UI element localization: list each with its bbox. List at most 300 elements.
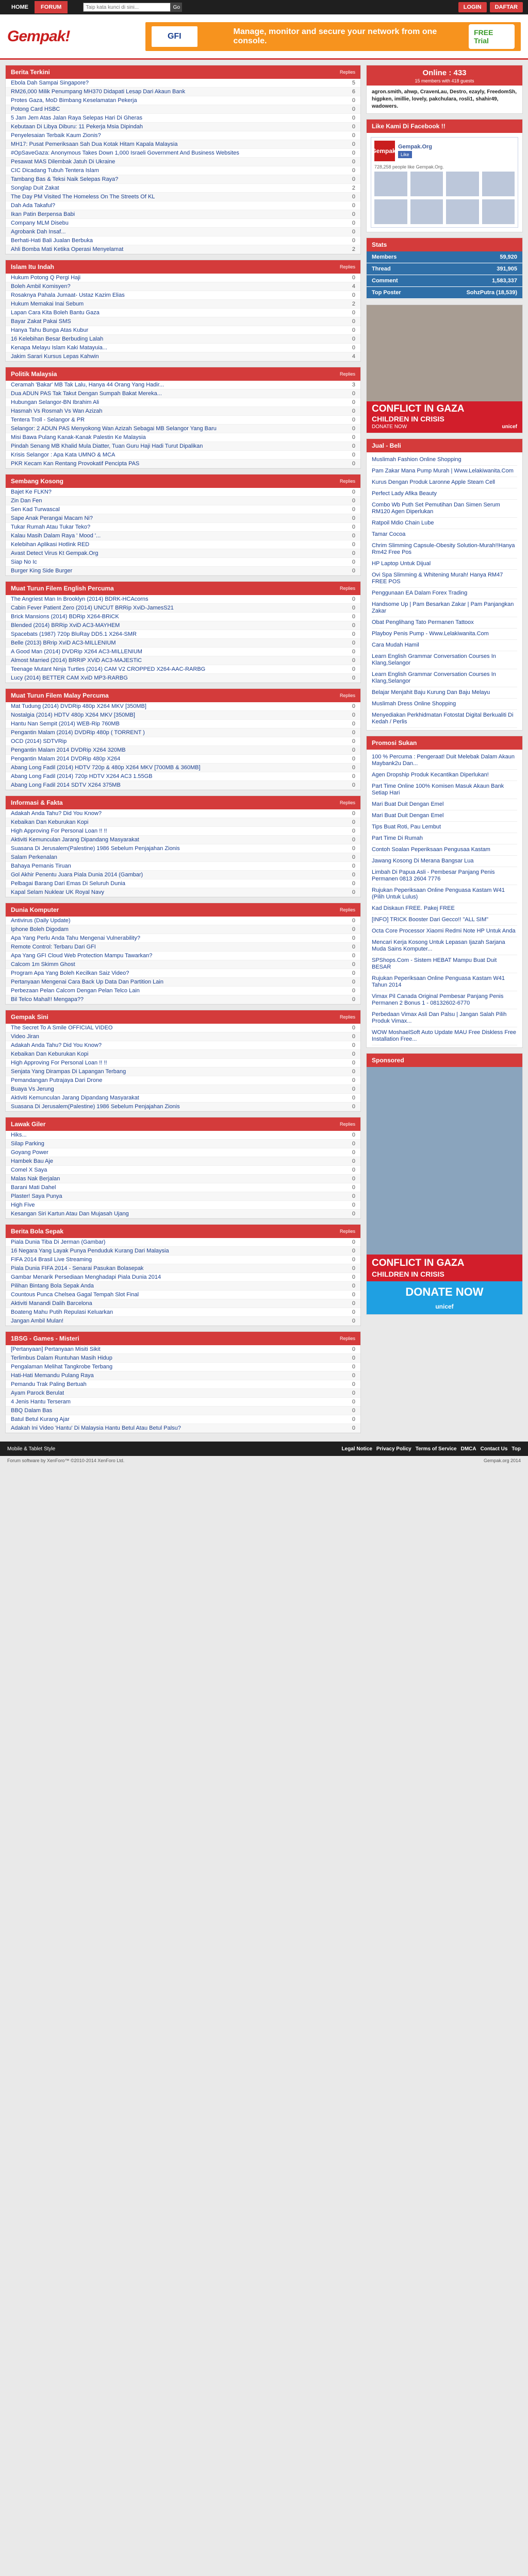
thread-link[interactable]: FIFA 2014 Brasil Live Streaming [11, 1257, 92, 1263]
thread-row [6, 764, 360, 772]
top-banner-ad[interactable] [145, 22, 521, 51]
jual-beli-box [366, 438, 523, 731]
sidebar-link[interactable]: Jawang Kosong Di Merana Bangsar Lua [372, 856, 517, 867]
thread-row [6, 746, 360, 755]
sidebar-link[interactable]: Belajar Menjahit Baju Kurung Dan Baju Melayu [372, 687, 517, 699]
section-title[interactable]: Informasi & Fakta [11, 799, 63, 806]
thread-link[interactable]: Ayam Parock Berulat [11, 1390, 64, 1396]
thread-row [6, 960, 360, 969]
mobile-style-link[interactable]: Mobile & Tablet Style [7, 1446, 56, 1452]
thread-link[interactable]: Bahaya Pemanis Tiruan [11, 863, 71, 869]
footer-terms[interactable]: Terms of Service [415, 1446, 457, 1452]
thread-row [6, 853, 360, 862]
fb-face[interactable] [410, 199, 443, 224]
thread-link[interactable]: Siap No Ic [11, 559, 37, 565]
thread-link[interactable]: Krisis Selangor : Apa Kata UMNO & MCA [11, 452, 116, 458]
sidebar-link[interactable]: Tamar Cocoa [372, 529, 517, 540]
replies-label: Replies [339, 907, 355, 912]
sidebar-link[interactable]: [INFO] TRICK Booster Dari Gecco!! "ALL SIM" [372, 914, 517, 926]
thread-link[interactable]: Goyang Power [11, 1149, 48, 1156]
thread-row [6, 755, 360, 764]
thread-link[interactable]: Buaya Vs Jerung [11, 1086, 54, 1092]
forum-section [5, 65, 361, 255]
thread-link[interactable]: A Good Man (2014) DVDRip X264 AC3-MILLENIUM [11, 649, 142, 655]
reply-count: 0 [352, 150, 355, 156]
sidebar-link[interactable]: Combo Wb Puth Set Pemutihan Dan Simen Serum RM120 Agen Diperlukan [372, 500, 517, 518]
search-input[interactable] [83, 3, 171, 12]
reply-count: 0 [352, 1158, 355, 1164]
thread-row [6, 416, 360, 425]
sidebar-link[interactable]: Menyediakan Perkhidmatan Fotostat Digital Berkualiti Di Kedah / Perlis [372, 710, 517, 728]
thread-link[interactable]: Hambek Bau Aje [11, 1158, 53, 1164]
thread-link[interactable]: Kebutaan Di Libya Diburu: 11 Pekerja Msia Dipindah [11, 124, 143, 130]
thread-link[interactable]: CIC Dicadang Tubuh Tentera Islam [11, 167, 99, 174]
reply-count: 0 [352, 1318, 355, 1324]
thread-link[interactable]: Gol Akhir Penentu Juara Piala Dunia 2014 (Gambar) [11, 872, 143, 878]
sidebar-link[interactable]: Mari Buat Duit Dengan Emel [372, 799, 517, 810]
thread-link[interactable]: Aktiviti Manandi Dalih Barcelona [11, 1300, 92, 1307]
reply-count: 0 [352, 996, 355, 1003]
thread-link[interactable]: Batul Betul Kurang Ajar [11, 1416, 70, 1422]
thread-link[interactable]: Pelbagai Barang Dari Emas Di Seluruh Dunia [11, 880, 125, 887]
login-button[interactable]: LOGIN [458, 2, 487, 12]
thread-link[interactable]: Kelebihan Aplikasi Hotlink RED [11, 541, 90, 548]
forum-section [5, 1117, 361, 1219]
thread-link[interactable]: Ebola Dah Sampai Singapore? [11, 80, 89, 86]
thread-link[interactable]: Songlap Duit Zakat [11, 185, 59, 191]
thread-link[interactable]: 16 Kelebihan Besar Berbuding Lalah [11, 336, 104, 342]
unicef-ad[interactable] [366, 304, 523, 433]
sidebar-link[interactable]: Perbedaan Vimax Asli Dan Palsu | Jangan Salah Pilih Produk Vimax... [372, 1009, 517, 1027]
thread-link[interactable]: Kapal Selam Nuklear UK Royal Navy [11, 889, 104, 895]
thread-link[interactable]: Burger King Side Burger [11, 568, 73, 574]
thread-link[interactable]: Misi Bawa Pulang Kanak-Kanak Palestin Ke Malaysia [11, 434, 146, 440]
thread-row [6, 201, 360, 210]
thread-link[interactable]: Sape Anak Perangai Macam Ni? [11, 515, 93, 521]
replies-label: Replies [339, 1014, 355, 1020]
reply-count: 0 [352, 318, 355, 325]
thread-link[interactable]: 16 Negara Yang Layak Punya Penduduk Kurang Dari Malaysia [11, 1248, 169, 1254]
thread-link[interactable]: Apa Yang Perlu Anda Tahu Mengenai Vulnerability? [11, 935, 140, 941]
reply-count: 2 [352, 185, 355, 191]
fb-page-logo[interactable]: Gempak! [374, 141, 395, 161]
section-header[interactable] [6, 582, 360, 595]
thread-link[interactable]: #OpSaveGaza: Anonymous Takes Down 1,000 Israeli Government And Business Websites [11, 150, 239, 156]
footer-top[interactable]: Top [512, 1446, 521, 1452]
sidebar-link[interactable]: Ovi Spa Slimming & Whitening Murah! Hanya RM47 FREE POS [372, 570, 517, 588]
thread-link[interactable]: [Pertanyaan] Pertanyaan Misiti Sikit [11, 1346, 101, 1352]
thread-row [6, 1067, 360, 1076]
thread-row [6, 862, 360, 871]
reply-count: 0 [352, 979, 355, 985]
thread-link[interactable]: Dua ADUN PAS Tak Takut Dengan Sumpah Bakat Mereka... [11, 391, 162, 397]
sidebar-link[interactable]: Contoh Soalan Peperiksaan Pengusaa Kastam [372, 844, 517, 856]
thread-link[interactable]: Abang Long Fadil (2014) HDTV 720p & 480p X264 MKV [700MB & 360MB] [11, 765, 201, 771]
thread-link[interactable]: Teenage Mutant Ninja Turtles (2014) CAM V2 CROPPED X264-AAC-RARBG [11, 666, 206, 672]
thread-link[interactable]: Selangor: 2 ADUN PAS Menyokong Wan Azizah Sebagai MB Selangor Yang Baru [11, 426, 217, 432]
thread-row [6, 131, 360, 140]
copyright: Forum software by XenForo™ ©2010-2014 XenForo Ltd. [7, 1458, 125, 1463]
thread-link[interactable]: Kesangan Siri Kartun Atau Dan Mujasah Ujang [11, 1211, 129, 1217]
thread-link[interactable]: Lucy (2014) BETTER CAM XviD MP3-RARBG [11, 675, 128, 681]
thread-link[interactable]: Piala Dunia FIFA 2014 - Senarai Pasukan Bolasepak [11, 1265, 144, 1272]
sidebar-link[interactable]: Part Time Online 100% Komisen Masuk Akaun Bank Setiap Hari [372, 781, 517, 799]
sidebar-link[interactable]: Octa Core Processor Xiaomi Redmi Note HP Untuk Anda [372, 926, 517, 937]
thread-link[interactable]: Berhati-Hati Bali Jualan Berbuka [11, 238, 93, 244]
sidebar-link[interactable]: Rujukan Peperiksaan Online Penguasa Kastam W41 (Pilih Untuk Lulus) [372, 885, 517, 903]
reply-count: 0 [352, 194, 355, 200]
thread-link[interactable]: Potong Card HSBC [11, 106, 60, 112]
thread-link[interactable]: Abang Long Fadil 2014 SDTV X264 375MB [11, 782, 121, 788]
reply-count: 0 [352, 880, 355, 887]
thread-link[interactable]: Gambar Menarik Persediaan Menghadapi Piala Dunia 2014 [11, 1274, 161, 1280]
top-navbar [0, 0, 528, 14]
sidebar-link[interactable]: Learn English Grammar Conversation Courses In Klang,Selangor [372, 651, 517, 669]
footer-contact[interactable]: Contact Us [480, 1446, 508, 1452]
section-header[interactable] [6, 1010, 360, 1024]
search-box [83, 3, 182, 12]
thread-link[interactable]: Hukum Potong Q Pergi Haji [11, 275, 81, 281]
thread-link[interactable]: Brick Mansions (2014) BDRip X264-BRiCK [11, 614, 119, 620]
thread-link[interactable]: Boateng Mahu Putih Repulasi Keluarkan [11, 1309, 113, 1315]
fb-face[interactable] [410, 172, 443, 196]
sidebar-link[interactable]: Muslimah Dress Online Shopping [372, 699, 517, 710]
facebook-box [366, 119, 523, 232]
thread-link[interactable]: Pilihan Bintang Bola Sepak Anda [11, 1283, 94, 1289]
reply-count: 0 [352, 631, 355, 637]
thread-link[interactable]: Almost Married (2014) BRRIP XViD AC3-MAJESTiC [11, 657, 142, 664]
thread-link[interactable]: Cabin Fever Patient Zero (2014) UNCUT BRRip XviD-JamesS21 [11, 605, 174, 611]
sidebar-link[interactable]: Pam Zakar Mana Pump Murah | Www.Lelakiwanita.Com [372, 466, 517, 477]
thread-link[interactable]: Bil Telco Mahal!! Mengapa?? [11, 996, 84, 1003]
thread-link[interactable]: Jakim Sarari Kursus Lepas Kahwin [11, 353, 99, 360]
reply-count: 0 [352, 970, 355, 976]
thread-link[interactable]: Suasana Di Jerusalem(Palestine) 1986 Sebelum Penjajahan Zionis [11, 1104, 180, 1110]
footer-privacy[interactable]: Privacy Policy [376, 1446, 411, 1452]
thread-link[interactable]: BBQ Dalam Bas [11, 1408, 53, 1414]
thread-link[interactable]: Boleh Ambil Komisyen? [11, 283, 71, 290]
fb-face[interactable] [446, 199, 479, 224]
sidebar-link[interactable]: Vimax Pil Canada Original Pembesar Panjang Penis Permanen 2 Bonus 1 - 08132602-6770 [372, 991, 517, 1009]
thread-link[interactable]: Abang Long Fadil (2014) 720p HDTV X264 AC3 1.55GB [11, 773, 153, 779]
sidebar-link[interactable]: HP Laptop Untuk Dijual [372, 558, 517, 570]
section-title[interactable]: Politik Malaysia [11, 370, 57, 378]
fb-face[interactable] [374, 199, 407, 224]
thread-link[interactable]: Adakah Ini Video 'Hantu' Di Malaysia Hantu Betul Atau Betul Palsu? [11, 1425, 181, 1431]
thread-row [6, 969, 360, 978]
reply-count: 4 [352, 283, 355, 290]
thread-link[interactable]: Antivirus (Daily Update) [11, 918, 71, 924]
ad-photo [367, 1067, 522, 1255]
thread-link[interactable]: Rosaknya Pahala Jumaat- Ustaz Kazim Elias [11, 292, 125, 298]
sidebar-link[interactable]: Ratpoil Mdio Chain Lube [372, 518, 517, 529]
section-title[interactable]: Lawak Giler [11, 1121, 46, 1128]
donate-now-button[interactable]: DONATE NOW [367, 1281, 522, 1303]
site-logo[interactable] [7, 28, 70, 45]
thread-link[interactable]: MH17: Pusat Pemeriksaan Sah Dua Kotak Hitam Kapala Malaysia [11, 141, 178, 147]
fb-page-name[interactable]: Gempak.Org [398, 144, 433, 150]
reply-count: 0 [352, 1372, 355, 1379]
thread-link[interactable]: High Approving For Personal Loan !! !! [11, 828, 107, 834]
reply-count: 0 [352, 1274, 355, 1280]
sidebar-link[interactable]: Limbah Di Papua Asli - Pembesar Panjang Penis Permanen 0813 2604 7776 [372, 867, 517, 885]
sidebar-link[interactable]: Part Time Di Rumah [372, 833, 517, 844]
thread-link[interactable]: PKR Kecam Kan Rentang Provokatif Pencipta PAS [11, 461, 140, 467]
sidebar-link[interactable]: Chrim Slimming Capsule-Obesity Solution-Murah!!Hanya Rm42 Free Pos [372, 540, 517, 558]
fb-face[interactable] [482, 172, 515, 196]
thread-row [6, 1282, 360, 1291]
section-title[interactable]: Muat Turun Filem English Percuma [11, 585, 114, 592]
thread-link[interactable]: The Angriest Man In Brooklyn (2014) BDRK-HCAcorns [11, 596, 148, 602]
thread-row [6, 210, 360, 219]
thread-link[interactable]: Aktiviti Kemunculan Jarang Dipandang Masyarakat [11, 837, 139, 843]
thread-link[interactable]: Malas Nak Berjalan [11, 1176, 60, 1182]
sidebar-link[interactable]: Playboy Penis Pump - Www.Lelakiwanita.Com [372, 629, 517, 640]
thread-link[interactable]: Apa Yang GFI Cloud Web Protection Mampu Tawarkan? [11, 953, 153, 959]
thread-link[interactable]: Nostalgia (2014) HDTV 480p X264 MKV [350MB] [11, 712, 135, 718]
sidebar-link[interactable]: 100 % Percuma : Pengeraat! Duit Melebak Dalam Akaun Maybank2u Dan... [372, 752, 517, 770]
reply-count: 0 [352, 1149, 355, 1156]
reply-count: 5 [352, 80, 355, 86]
thread-link[interactable]: OCD (2014) SDTVRip [11, 738, 67, 744]
thread-link[interactable]: Piala Dunia Tiba Di Jerman (Gambar) [11, 1239, 106, 1245]
fb-face[interactable] [482, 199, 515, 224]
thread-link[interactable]: Plaster! Saya Punya [11, 1193, 62, 1199]
section-title[interactable]: Gempak Sini [11, 1013, 48, 1021]
thread-link[interactable]: Protes Gaza, MoD Bimbang Keselamatan Pekerja [11, 97, 137, 104]
thread-link[interactable]: Adakah Anda Tahu? Did You Know? [11, 1042, 102, 1048]
thread-link[interactable]: Tukar Rumah Atau Tukar Teko? [11, 524, 91, 530]
thread-row [6, 772, 360, 781]
thread-link[interactable]: RM26,000 Milik Penumpang MH370 Didapati Lesap Dari Akaun Bank [11, 89, 186, 95]
thread-link[interactable]: Pengantin Malam (2014) DVDRip 480p ( TORRENT ) [11, 730, 145, 736]
thread-link[interactable]: Avast Detect Virus Kt Gempak.Org [11, 550, 98, 556]
section-title[interactable]: Berita Bola Sepak [11, 1228, 64, 1235]
thread-link[interactable]: Bayar Zakat Pakai SMS [11, 318, 71, 325]
register-button[interactable]: DAFTAR [490, 2, 523, 12]
thread-link[interactable]: Hukum Memakai Inai Sebum [11, 301, 84, 307]
reply-count: 0 [352, 1346, 355, 1352]
sidebar-link[interactable]: WOW MoshaelSoft Auto Update MAU Free Diskless Free Installation Free... [372, 1027, 517, 1045]
thread-link[interactable]: Video Jiran [11, 1033, 39, 1040]
nav-home[interactable]: HOME [11, 4, 28, 10]
stat-thread: Thread 391,905 [367, 263, 522, 275]
thread-link[interactable]: Pesawat MAS Dilembak Jatuh Di Ukraine [11, 159, 116, 165]
reply-count: 0 [352, 533, 355, 539]
thread-link[interactable]: Belle (2013) BRrip XviD AC3-MILLENIUM [11, 640, 116, 646]
thread-row [6, 352, 360, 361]
thread-link[interactable]: Kebaikan Dan Keburukan Kopi [11, 819, 89, 825]
section-header[interactable] [6, 1225, 360, 1238]
thread-link[interactable]: Agrobank Dah Insaf... [11, 229, 66, 235]
sidebar-link[interactable]: Agen Dropship Produk Kecantikan Diperlukan! [372, 770, 517, 781]
thread-link[interactable]: Pengalaman Melihat Tangkrobe Terbang [11, 1364, 113, 1370]
thread-link[interactable]: Spacebats (1987) 720p BluRay DD5.1 X264-SMR [11, 631, 137, 637]
free-trial-button[interactable]: FREE Trial [469, 24, 515, 49]
thread-link[interactable]: Barani Mati Dahel [11, 1184, 56, 1191]
thread-link[interactable]: Sen Kad Turwascal [11, 506, 60, 513]
thread-link[interactable]: Tentera Troll - Selangor & PR [11, 417, 85, 423]
thread-link[interactable]: Perbezaan Pelan Calcom Dengan Pelan Telco Lain [11, 988, 140, 994]
section-header[interactable] [6, 1117, 360, 1131]
thread-link[interactable]: Pengantin Malam 2014 DVDRip 480p X264 [11, 756, 121, 762]
thread-link[interactable]: 4 Jenis Hantu Terseram [11, 1399, 71, 1405]
sidebar-link[interactable]: Muslimah Fashion Online Shopping [372, 454, 517, 466]
thread-link[interactable]: Pindah Senang MB Khalid Mula Diatter, Tuan Guru Haji Hadi Turut Dipalikan [11, 443, 203, 449]
forum-section [5, 795, 361, 897]
reply-count: 0 [352, 863, 355, 869]
thread-link[interactable]: Countous Punca Chelsea Gagal Tempah Slot Final [11, 1292, 139, 1298]
thread-link[interactable]: 5 Jam Jem Atas Jalan Raya Selepas Hari Di Gheras [11, 115, 142, 121]
reply-count: 0 [352, 738, 355, 744]
section-title[interactable]: Muat Turun Filem Malay Percuma [11, 692, 109, 699]
thread-link[interactable]: Hiks... [11, 1132, 27, 1138]
sponsored-ad[interactable] [367, 1067, 522, 1314]
thread-link[interactable]: Tambang Bas & Teksi Naik Selepas Raya? [11, 176, 119, 182]
section-header[interactable] [6, 1332, 360, 1345]
sidebar-link[interactable]: Rujukan Peperiksaan Online Penguasa Kastam W41 Tahun 2014 [372, 973, 517, 991]
section-title[interactable]: Dunia Komputer [11, 906, 59, 913]
thread-link[interactable]: Zin Dan Fen [11, 498, 42, 504]
thread-link[interactable]: Pemandu Trak Paling Bertuah [11, 1381, 87, 1387]
thread-link[interactable]: The Day PM Visited The Homeless On The Streets Of KL [11, 194, 155, 200]
section-header[interactable] [6, 796, 360, 809]
thread-link[interactable]: High Five [11, 1202, 35, 1208]
footer-dmca[interactable]: DMCA [460, 1446, 476, 1452]
forum-section [5, 581, 361, 683]
thread-link[interactable]: Hubungan Selangor-BN Ibrahim Ali [11, 399, 100, 405]
thread-link[interactable]: Hati-Hati Memandu Pulang Raya [11, 1372, 94, 1379]
thread-row [6, 1041, 360, 1050]
section-header[interactable] [6, 474, 360, 488]
section-title[interactable]: 1BSG - Games - Misteri [11, 1335, 79, 1342]
sidebar-link[interactable]: Mencari Kerja Kosong Untuk Lepasan Ijazah Sarjana Muda Sains Komputer... [372, 937, 517, 955]
reply-count: 0 [352, 489, 355, 495]
thread-link[interactable]: Jangan Ambil Mulan! [11, 1318, 64, 1324]
thread-link[interactable]: Terlimbus Dalam Runtuhan Masih Hidup [11, 1355, 112, 1361]
thread-link[interactable]: Ahli Bomba Mati Ketika Operasi Menyelamat [11, 246, 124, 252]
thread-row [6, 1192, 360, 1201]
section-header[interactable] [6, 260, 360, 274]
fb-face[interactable] [446, 172, 479, 196]
thread-link[interactable]: Kebaikan Dan Keburukan Kopi [11, 1051, 89, 1057]
thread-link[interactable]: Pertanyaan Mengenai Cara Back Up Data Dan Partition Lain [11, 979, 163, 985]
fb-like-button[interactable]: Like [398, 151, 412, 158]
thread-link[interactable]: Hasmah Vs Rosmah Vs Wan Azizah [11, 408, 103, 414]
sidebar-link[interactable]: Learn English Grammar Conversation Courses In Klang,Selangor [372, 669, 517, 687]
thread-link[interactable]: Kenapa Melayu Islam Kaki Matayuia... [11, 345, 108, 351]
fb-face[interactable] [374, 172, 407, 196]
thread-row [6, 1131, 360, 1140]
thread-link[interactable]: Ikan Patin Berpensa Babi [11, 211, 75, 217]
sidebar-link[interactable]: Perfect Lady Afika Beauty [372, 488, 517, 500]
thread-link[interactable]: Ceramah 'Bakar' MB Tak Lalu, Hanya 44 Orang Yang Hadir... [11, 382, 164, 388]
section-header[interactable] [6, 689, 360, 702]
footer-legal[interactable]: Legal Notice [341, 1446, 372, 1452]
thread-link[interactable]: Remote Control: Terbaru Dari GFI [11, 944, 96, 950]
sidebar-link[interactable]: Kad Diskaun FREE. Pakej FREE [372, 903, 517, 914]
thread-link[interactable]: Mat Tudung (2014) DVDRip 480p X264 MKV [350MB] [11, 703, 146, 709]
search-button[interactable]: Go [171, 3, 182, 12]
reply-count: 6 [352, 89, 355, 95]
section-header[interactable] [6, 367, 360, 381]
reply-count: 0 [352, 1309, 355, 1315]
thread-link[interactable]: Pengantin Malam 2014 DVDRip X264 320MB [11, 747, 126, 753]
replies-label: Replies [339, 693, 355, 698]
sidebar-link[interactable]: Mari Buat Duit Dengan Emel [372, 810, 517, 822]
reply-count: 0 [352, 1300, 355, 1307]
reply-count: 0 [352, 872, 355, 878]
thread-link[interactable]: Adakah Anda Tahu? Did You Know? [11, 810, 102, 817]
thread-link[interactable]: Iphone Boleh Digodam [11, 926, 69, 933]
section-header[interactable] [6, 65, 360, 79]
thread-link[interactable]: Comel X Saya [11, 1167, 47, 1173]
thread-link[interactable]: Company MLM Disebu [11, 220, 69, 226]
reply-count: 0 [352, 1202, 355, 1208]
thread-row [6, 978, 360, 987]
forum-section [5, 1331, 361, 1433]
reply-count: 0 [352, 1257, 355, 1263]
thread-link[interactable]: Dah Ada Takaful? [11, 202, 56, 209]
thread-link[interactable]: Hanya Tahu Bunga Atas Kubur [11, 327, 89, 333]
sidebar-link[interactable]: SPShops.Com - Sistem HEBAT Mampu Buat Duit BESAR [372, 955, 517, 973]
forum-section [5, 1224, 361, 1326]
reply-count: 0 [352, 1033, 355, 1040]
thread-link[interactable]: Suasana Di Jerusalem(Palestine) 1986 Sebelum Penjajahan Zionis [11, 845, 180, 852]
thread-row [6, 1050, 360, 1059]
reply-count: 0 [352, 498, 355, 504]
sidebar-link[interactable]: Tips Buat Roti, Pau Lembut [372, 822, 517, 833]
thread-link[interactable]: Calcom 1m Skimm Ghost [11, 961, 75, 968]
thread-link[interactable]: Silap Parking [11, 1141, 44, 1147]
thread-link[interactable]: Bajet Ke FLKN? [11, 489, 52, 495]
section-header[interactable] [6, 903, 360, 917]
thread-row [6, 96, 360, 105]
section-title[interactable]: Islam Itu Indah [11, 263, 55, 270]
thread-link[interactable]: Hantu Nan Sempit (2014) WEB-Rip 760MB [11, 721, 120, 727]
thread-row [6, 1183, 360, 1192]
thread-row [6, 488, 360, 497]
thread-link[interactable]: Salam Perkenalan [11, 854, 57, 860]
thread-link[interactable]: Blended (2014) BRRip XviD AC3-MAYHEM [11, 622, 120, 629]
thread-link[interactable]: Penyelesaian Terbaik Kaum Zionis? [11, 132, 101, 139]
sidebar-link[interactable]: Kurus Dengan Produk Laronne Apple Steam Cell [372, 477, 517, 488]
thread-link[interactable]: Program Apa Yang Boleh Kecilkan Saiz Video? [11, 970, 129, 976]
thread-link[interactable]: Aktiviti Kemunculan Jarang Dipandang Masyarakat [11, 1095, 139, 1101]
thread-link[interactable]: Lapan Cara Kita Boleh Bantu Gaza [11, 310, 100, 316]
forum-section [5, 260, 361, 362]
thread-row [6, 1157, 360, 1166]
sidebar-link[interactable]: Handsome Up | Pam Besarkan Zakar | Pam Panjangkan Zakar [372, 599, 517, 617]
thread-link[interactable]: Senjata Yang Dirampas Di Lapangan Terbang [11, 1069, 126, 1075]
thread-link[interactable]: Kalau Masih Dalam Raya ' Mood '... [11, 533, 101, 539]
thread-row [6, 1317, 360, 1326]
thread-link[interactable]: Pemandangan Putrajaya Dari Drone [11, 1077, 103, 1083]
sidebar-link[interactable]: Penggunaan EA Dalam Forex Trading [372, 588, 517, 599]
section-title[interactable]: Sembang Kosong [11, 478, 64, 485]
reply-count: 0 [352, 1381, 355, 1387]
forum-section [5, 688, 361, 790]
thread-row [6, 282, 360, 291]
thread-link[interactable]: High Approving For Personal Loan !! !! [11, 1060, 107, 1066]
thread-row [6, 844, 360, 853]
section-title[interactable]: Berita Terkini [11, 69, 50, 76]
unicef-logo: unicef [502, 424, 517, 430]
nav-forum[interactable]: FORUM [35, 1, 68, 13]
sidebar-link[interactable]: Obat Penglihang Tato Permanen Tattoox [372, 617, 517, 629]
thread-link[interactable]: The Secret To A Smile OFFICIAL VIDEO [11, 1025, 113, 1031]
sidebar-link[interactable]: Cara Mudah Hamil [372, 640, 517, 651]
